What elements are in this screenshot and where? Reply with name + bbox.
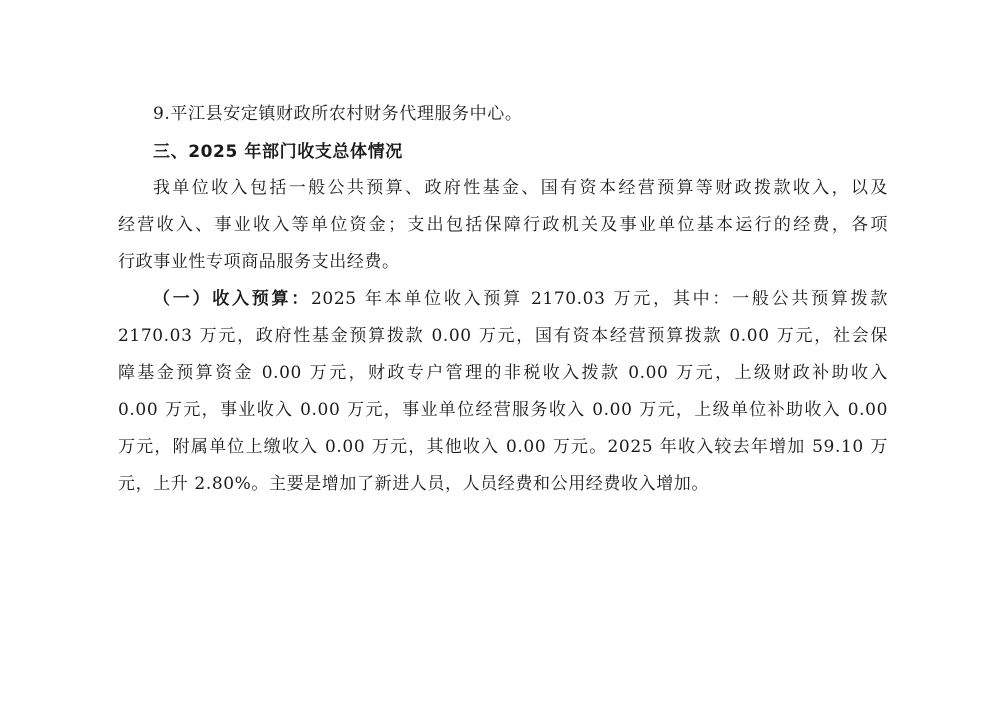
- paragraph-2-line-6: 元，上升 2.80%。主要是增加了新进人员，人员经费和公用经费收入增加。: [118, 474, 710, 494]
- income-budget-text: 2025 年本单位收入预算 2170.03 万元，其中：一般公共预算拨款: [311, 289, 888, 309]
- section-heading: 三、2025 年部门收支总体情况: [153, 142, 403, 162]
- paragraph-2-line-5: 万元，附属单位上缴收入 0.00 万元，其他收入 0.00 万元。2025 年收入较去年增加 59.10 万: [118, 437, 888, 457]
- paragraph-2-line-2: 2170.03 万元，政府性基金预算拨款 0.00 万元，国有资本经营预算拨款 0.00 万元，社会保: [118, 326, 888, 346]
- paragraph-1-line-2: 经营收入、事业收入等单位资金；支出包括保障行政机关及事业单位基本运行的经费，各项: [118, 215, 888, 235]
- paragraph-2-line-4: 0.00 万元，事业收入 0.00 万元，事业单位经营服务收入 0.00 万元，上级单位补助收入 0.00: [118, 400, 888, 420]
- paragraph-1-line-1: 我单位收入包括一般公共预算、政府性基金、国有资本经营预算等财政拨款收入，以及: [153, 178, 888, 198]
- list-item-9: 9.平江县安定镇财政所农村财务代理服务中心。: [153, 104, 523, 124]
- paragraph-2-line-3: 障基金预算资金 0.00 万元，财政专户管理的非税收入拨款 0.00 万元，上级财政补助收入: [118, 363, 888, 383]
- income-budget-label: （一）收入预算：: [153, 289, 312, 309]
- paragraph-2-line-1: [153, 281, 888, 317]
- paragraph-1-line-3: 行政事业性专项商品服务支出经费。: [118, 252, 400, 272]
